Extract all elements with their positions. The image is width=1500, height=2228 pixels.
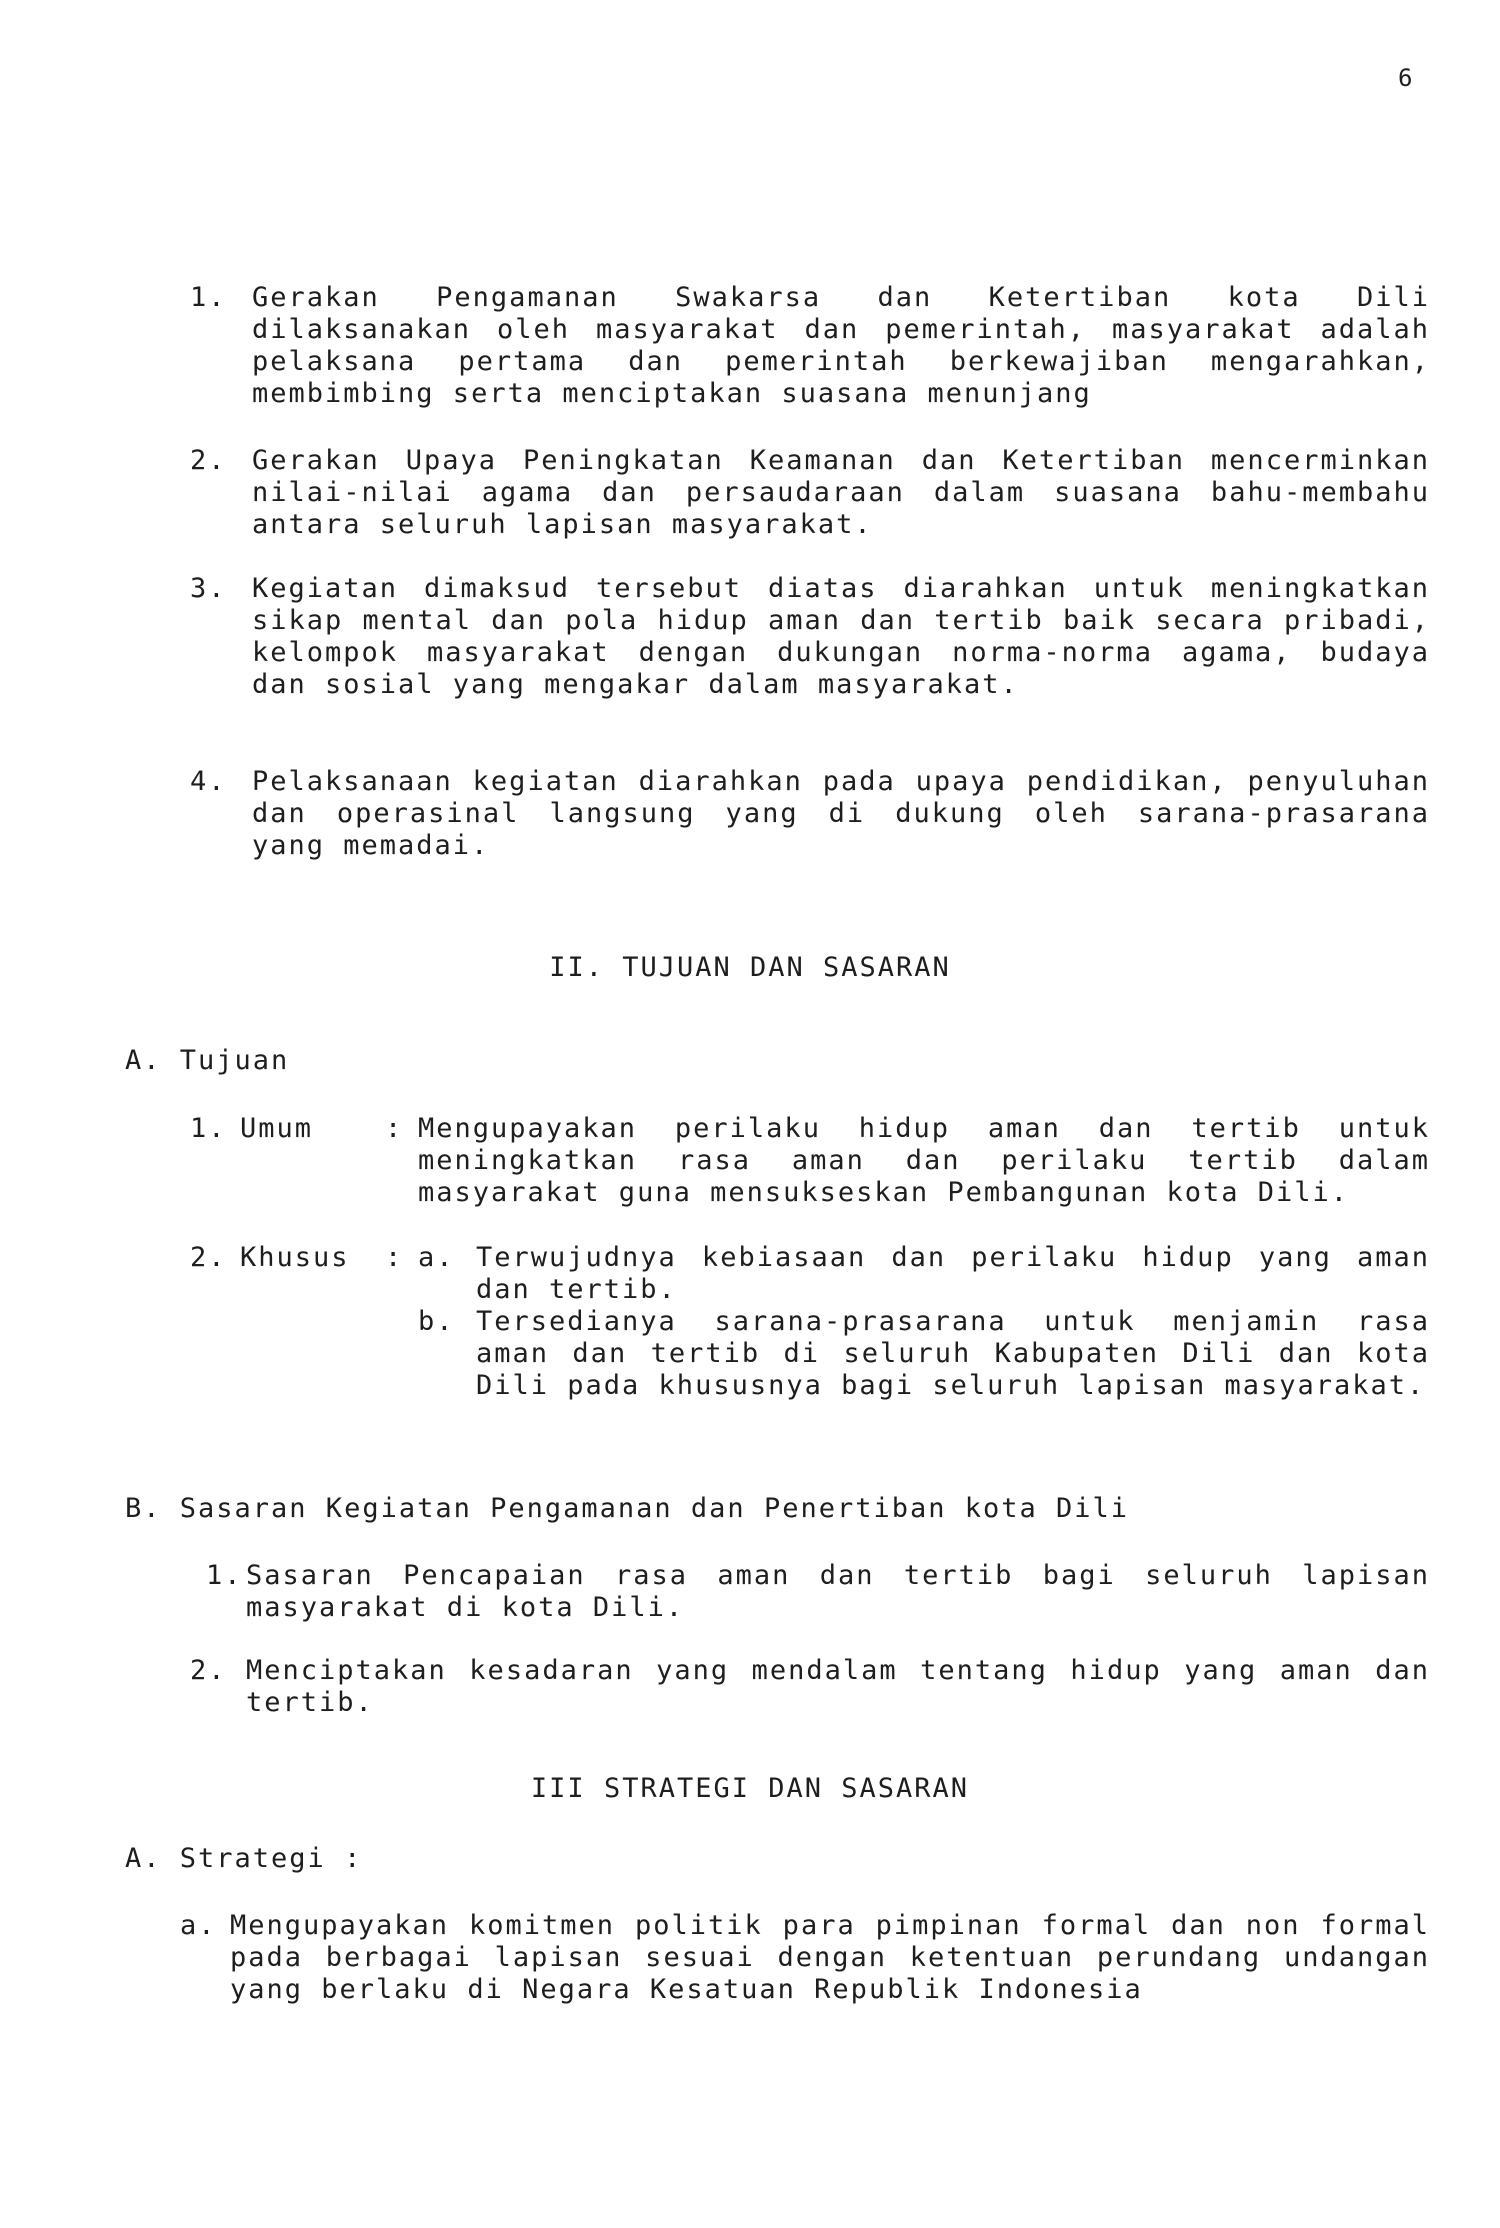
strategi-item-a (180, 1910, 1430, 2006)
point-number: 2. (190, 445, 227, 476)
khusus-item-b (418, 1306, 1430, 1402)
item-letter: b. (418, 1306, 455, 1337)
umum-text: Mengupayakan perilaku hidup aman dan tertib untuk meningkatkan rasa aman dan perilaku tertib dalam masyarakat guna mensukseskan Pembangunan kota Dili. (418, 1113, 1430, 1208)
item-text: Sasaran Pencapaian rasa aman dan tertib bagi seluruh lapisan masyarakat di kota Dili. (246, 1560, 1430, 1623)
khusus-item-a (418, 1242, 1430, 1306)
umum-colon: : (385, 1113, 404, 1144)
item-letter: a. (418, 1242, 455, 1273)
point-text: Pelaksanaan kegiatan diarahkan pada upaya pendidikan, penyuluhan dan operasinal langsung yang di dukung oleh sarana-prasarana yang memadai. (252, 766, 1430, 861)
intro-point-2 (190, 445, 1430, 541)
khusus-label: Khusus (240, 1242, 350, 1273)
intro-point-1 (190, 282, 1430, 410)
point-text: Gerakan Pengamanan Swakarsa dan Ketertiban kota Dili dilaksanakan oleh masyarakat dan pemerintah, masyarakat adalah pelaksana pertama dan pemerintah berkewajiban mengarahkan, membimbing serta menciptakan suasana menunjang (252, 282, 1430, 409)
section-3-title: III STRATEGI DAN SASARAN (530, 1773, 970, 1804)
sasaran-heading: B. Sasaran Kegiatan Pengamanan dan Penertiban kota Dili (125, 1493, 1130, 1524)
khusus-number: 2. (190, 1242, 227, 1273)
intro-point-4 (190, 766, 1430, 862)
point-text: Kegiatan dimaksud tersebut diatas diarahkan untuk meningkatkan sikap mental dan pola hidup aman dan tertib baik secara pribadi, kelompok masyarakat dengan dukungan norma-norma agama, budaya dan sosial yang mengakar dalam masyarakat. (252, 573, 1430, 700)
tujuan-heading: A. Tujuan (125, 1045, 290, 1076)
point-number: 4. (190, 766, 227, 797)
item-text: Mengupayakan komitmen politik para pimpinan formal dan non formal pada berbagai lapisan sesuai dengan ketentuan perundang undangan yang berlaku di Negara Kesatuan Republik Indonesia (230, 1910, 1430, 2005)
sasaran-item-1 (206, 1560, 1430, 1624)
page-number: 6 (1398, 64, 1415, 92)
item-number: 1. (206, 1560, 243, 1591)
umum-label: Umum (240, 1113, 314, 1144)
point-number: 3. (190, 573, 227, 604)
sasaran-item-2 (190, 1655, 1430, 1719)
strategi-heading: A. Strategi : (125, 1843, 363, 1874)
item-letter: a. (180, 1910, 217, 1941)
section-2-title: II. TUJUAN DAN SASARAN (549, 952, 951, 983)
item-text: Menciptakan kesadaran yang mendalam tentang hidup yang aman dan tertib. (246, 1655, 1430, 1718)
tujuan-umum (190, 1113, 1430, 1209)
khusus-colon: : (385, 1242, 404, 1273)
item-text: Tersedianya sarana-prasarana untuk menjamin rasa aman dan tertib di seluruh Kabupaten Dili dan kota Dili pada khususnya bagi seluruh lapisan masyarakat. (476, 1306, 1430, 1401)
point-text: Gerakan Upaya Peningkatan Keamanan dan Ketertiban mencerminkan nilai-nilai agama dan persaudaraan dalam suasana bahu-membahu antara seluruh lapisan masyarakat. (252, 445, 1430, 540)
intro-point-3 (190, 573, 1430, 701)
umum-number: 1. (190, 1113, 227, 1144)
point-number: 1. (190, 282, 227, 313)
item-number: 2. (190, 1655, 227, 1686)
item-text: Terwujudnya kebiasaan dan perilaku hidup yang aman dan tertib. (476, 1242, 1430, 1305)
